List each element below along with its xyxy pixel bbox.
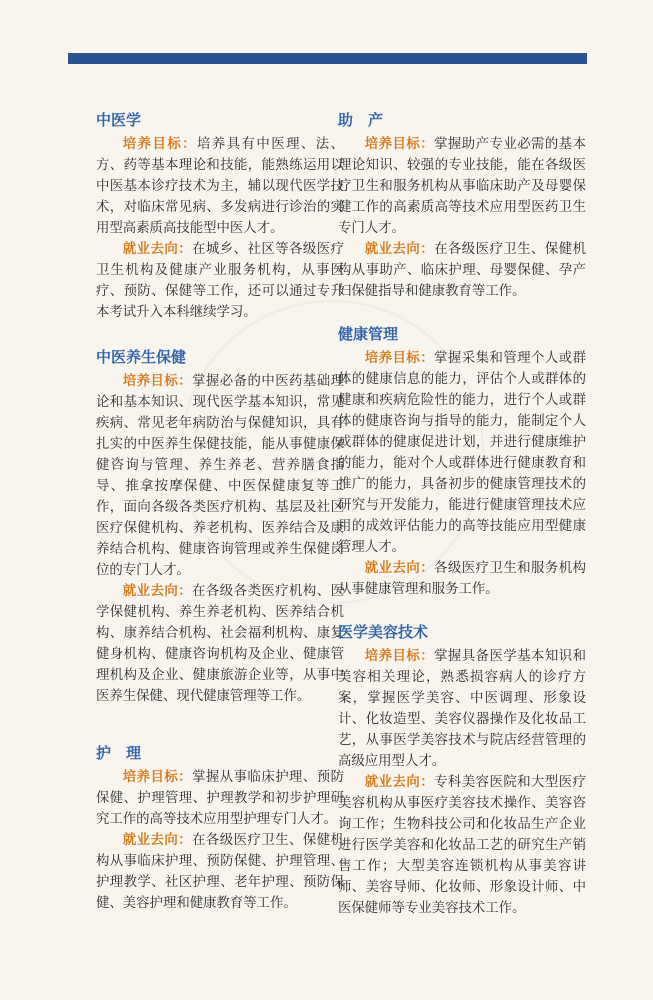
goal-label: 培养目标：	[122, 137, 198, 152]
goal-label: 培养目标：	[122, 374, 193, 389]
career-text: 在城乡、社区等各级医疗卫生机构及健康产业服务机构，从事医疗、预防、保健等工作，还可以通过专升本考试升入本科继续学习。	[96, 242, 345, 320]
training-goal	[338, 134, 586, 239]
training-goal	[338, 348, 586, 558]
section-nursing	[96, 743, 344, 914]
career-label: 就业去向：	[122, 584, 193, 599]
goal-text: 掌握必备的中医药基础理论和基本知识、现代医学基本知识，常见疾病、常见老年病防治与保健知识，具有扎实的中医养生保健技能，能从事健康保健咨询与管理、养生养老、营养膳食指导、推拿按摩保健、中医保健康复等工作，面向各级各类医疗机构、基层及社区医疗保健机构、养老机构、医养结合及康养结合机构、健康咨询管理或养生保健岗位的专门人才。	[96, 374, 345, 578]
top-accent-bar	[68, 53, 587, 64]
goal-label: 培养目标：	[364, 137, 435, 152]
career-text: 在各级各类医疗机构、医学保健机构、养生养老机构、医养结合机构、康养结合机构、社会福利机构、康复健身机构、健康咨询机构及企业、健康管理机构及企业、健康旅游企业等，从事中医养生保健、现代健康管理等工作。	[96, 584, 345, 704]
section-title: 中医养生保健	[96, 348, 187, 366]
career-direction	[338, 772, 586, 919]
career-label: 就业去向：	[122, 833, 193, 848]
career-label: 就业去向：	[364, 775, 435, 790]
training-goal	[96, 134, 344, 239]
training-goal	[338, 646, 586, 772]
training-goal	[96, 767, 344, 830]
career-direction	[96, 581, 344, 707]
career-label: 就业去向：	[364, 242, 435, 257]
right-column	[338, 110, 586, 941]
section-tcm-health-care	[96, 347, 344, 707]
left-column	[96, 110, 344, 936]
goal-text: 培养具有中医理、法、方、药等基本理论和技能，能熟练运用以中医基本诊疗技术为主，辅以现代医学技术，对临床常见病、多发病进行诊治的实用型高素质高技能型中医人才。	[96, 137, 344, 236]
section-title: 护 理	[96, 744, 142, 762]
career-direction	[338, 558, 586, 600]
career-label: 就业去向：	[122, 242, 193, 257]
section-title: 医学美容技术	[338, 623, 429, 641]
goal-label: 培养目标：	[364, 351, 435, 366]
career-label: 就业去向：	[364, 561, 435, 576]
career-text: 在各级医疗卫生、保健机构从事助产、临床护理、母婴保健、孕产妇保健指导和健康教育等工作。	[338, 242, 587, 299]
section-title: 中医学	[96, 111, 142, 129]
section-midwifery	[338, 110, 586, 302]
goal-label: 培养目标：	[364, 649, 435, 664]
career-direction	[96, 239, 344, 323]
career-text: 各级医疗卫生和服务机构从事健康管理和服务工作。	[338, 561, 587, 597]
section-title: 健康管理	[338, 325, 399, 343]
career-direction	[96, 830, 344, 914]
career-text: 在各级医疗卫生、保健机构从事临床护理、预防保健、护理管理、护理教学、社区护理、老年护理、预防保健、美容护理和健康教育等工作。	[96, 833, 345, 911]
goal-text: 掌握助产专业必需的基本理论知识、较强的专业技能，能在各级医疗卫生和服务机构从事临床助产及母婴保健工作的高素质高等技术应用型医药卫生专门人才。	[338, 137, 587, 236]
goal-text: 掌握采集和管理个人或群体的健康信息的能力，评估个人或群体的健康和疾病危险性的能力，进行个人或群体的健康咨询与指导的能力，能制定个人或群体的健康促进计划，并进行健康维护的能力，能对个人或群体进行健康教育和推广的能力，具备初步的健康管理技术的研究与开发能力，能进行健康管理技术应用的成效评估能力的高等技能应用型健康管理人才。	[338, 351, 587, 555]
career-direction	[338, 239, 586, 302]
section-health-management	[338, 324, 586, 600]
section-tcm	[96, 110, 344, 323]
goal-text: 掌握从事临床护理、预防保健、护理管理、护理教学和初步护理研究工作的高等技术应用型护理专门人才。	[96, 770, 345, 827]
career-text: 专科美容医院和大型医疗美容机构从事医疗美容技术操作、美容咨询工作；生物科技公司和化妆品生产企业进行医学美容和化妆品工艺的研究生产销售工作；大型美容连锁机构从事美容讲师、美容导师、化妆师、形象设计师、中医保健师等专业美容技术工作。	[338, 775, 587, 916]
section-title: 助 产	[338, 111, 384, 129]
goal-label: 培养目标：	[122, 770, 193, 785]
training-goal	[96, 371, 344, 581]
section-medical-cosmetology	[338, 622, 586, 919]
goal-text: 掌握具备医学基本知识和美容相关理论，熟悉损容病人的诊疗方案，掌握医学美容、中医调理、形象设计、化妆造型、美容仪器操作及化妆品工艺，从事医学美容技术与院店经营管理的高级应用型人才。	[338, 649, 587, 769]
